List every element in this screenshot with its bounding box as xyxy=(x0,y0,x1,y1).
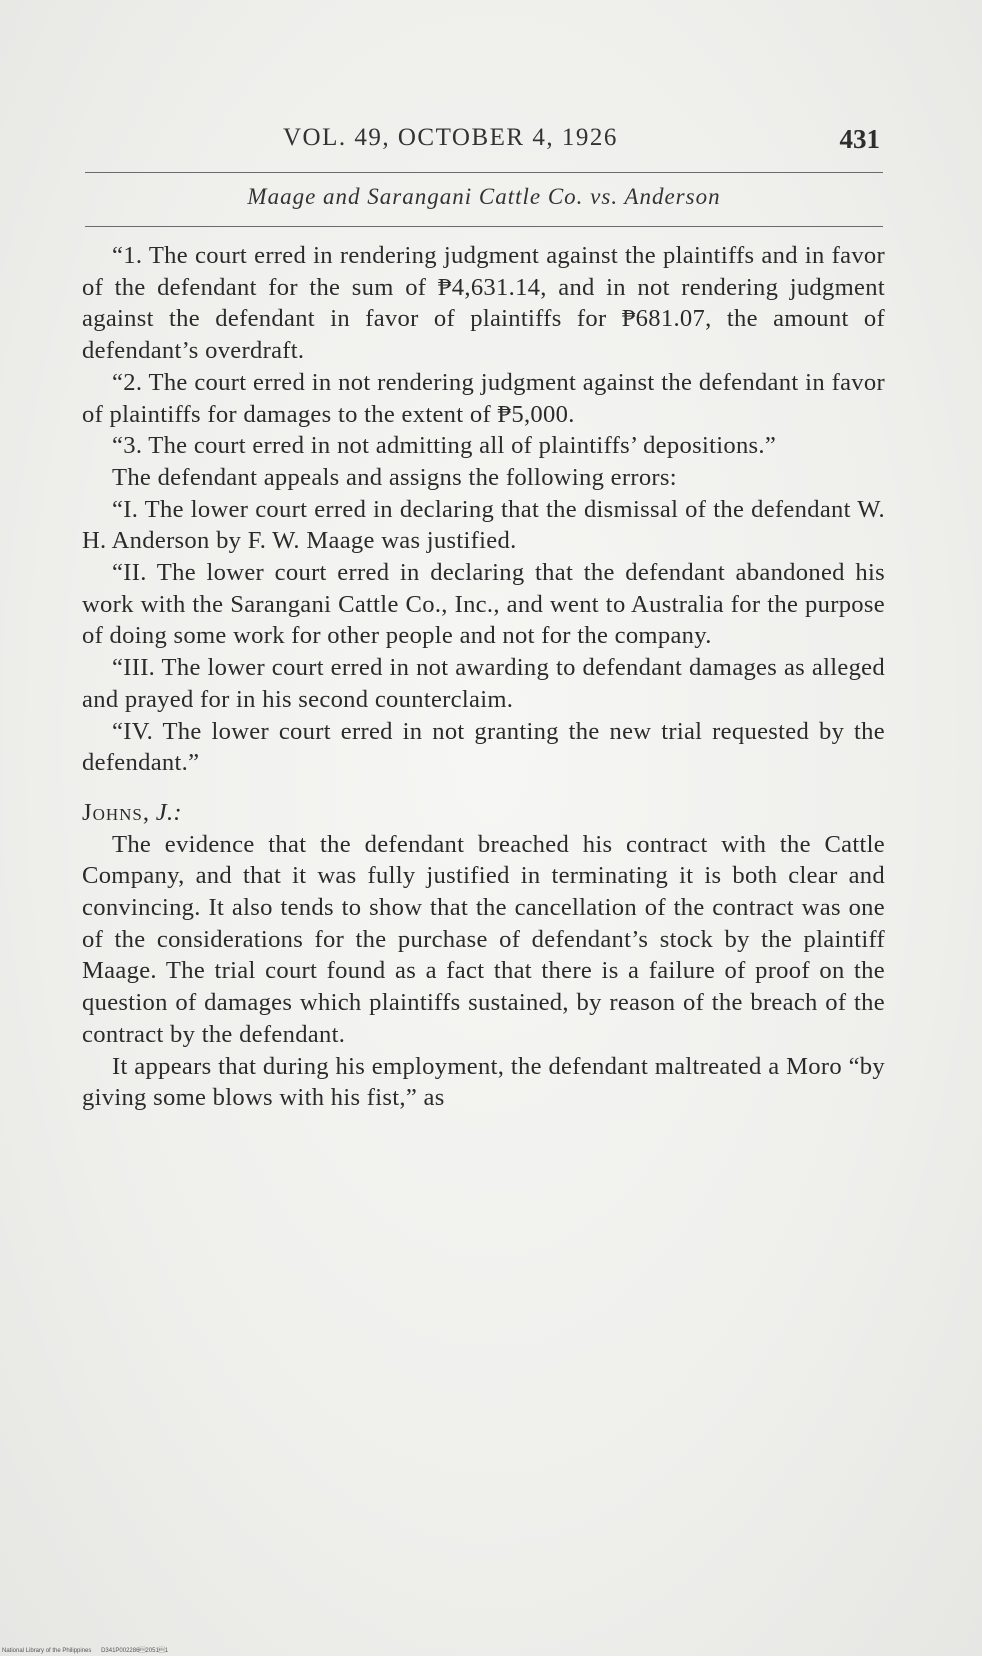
judge-title: J.: xyxy=(155,798,182,826)
scan-footer xyxy=(2,1647,176,1654)
defendant-error-ii: “II. The lower court erred in declaring that the defendant abandoned his work with the Sarangani Cattle Co., Inc., and went to Australia for the purpose of doing some work for other people and not for the company. xyxy=(82,559,885,650)
body-text xyxy=(82,240,885,1114)
footer-code: D341P00228620511 xyxy=(101,1648,169,1654)
judge-name: Johns xyxy=(82,798,143,826)
opinion-paragraph-1: The evidence that the defendant breached his contract with the Cattle Company, and that it was fully justified in terminating it is both clear and convincing. It also tends to show that the cancellation of the contract was one of the considerations for the purchase of defendant’s stock by the plaintiff Maage. The trial court found as a fact that there is a failure of proof on the question of damages which plaintiffs sustained, by reason of the breach of the contract by the defendant. xyxy=(82,830,885,1048)
judge-attribution: Johns, J.: xyxy=(82,798,182,826)
defendant-error-iii: “III. The lower court erred in not awarding to defendant damages as alleged and prayed for in his second counterclaim. xyxy=(82,654,885,713)
assignment-of-error-3: “3. The court erred in not admitting all of plaintiffs’ depositions.” xyxy=(112,432,777,460)
case-title: Maage and Sarangani Cattle Co. vs. Anderson xyxy=(247,184,721,209)
defendant-error-iv: “IV. The lower court erred in not granting the new trial requested by the defendant.” xyxy=(82,717,885,777)
page-header xyxy=(85,124,880,164)
assignment-of-error-1: “1. The court erred in rendering judgment against the plaintiffs and in favor of the defendant for the sum of ₱4,631.14, and in not rendering judgment against the defendant in favor of plaintiffs for ₱681.07, the amount of defendant’s overdraft. xyxy=(82,242,885,365)
opinion-paragraph-2: It appears that during his employment, the defendant maltreated a Moro “by giving some blows with his fist,” as xyxy=(82,1052,885,1112)
defendant-error-i: “I. The lower court erred in declaring that the dismissal of the defendant W. H. Anderson by F. W. Maage was justified. xyxy=(82,495,885,555)
footer-library: National Library of the Philippines xyxy=(2,1648,92,1654)
running-head: VOL. 49, OCTOBER 4, 1926 xyxy=(283,124,618,151)
header-rule-top xyxy=(85,172,883,173)
defendant-appeal-intro: The defendant appeals and assigns the following errors: xyxy=(112,463,677,491)
assignment-of-error-2: “2. The court erred in not rendering judgment against the defendant in favor of plaintiffs for damages to the extent of ₱5,000. xyxy=(82,368,885,428)
header-rule-bottom xyxy=(85,226,883,227)
page-number: 431 xyxy=(839,124,880,154)
